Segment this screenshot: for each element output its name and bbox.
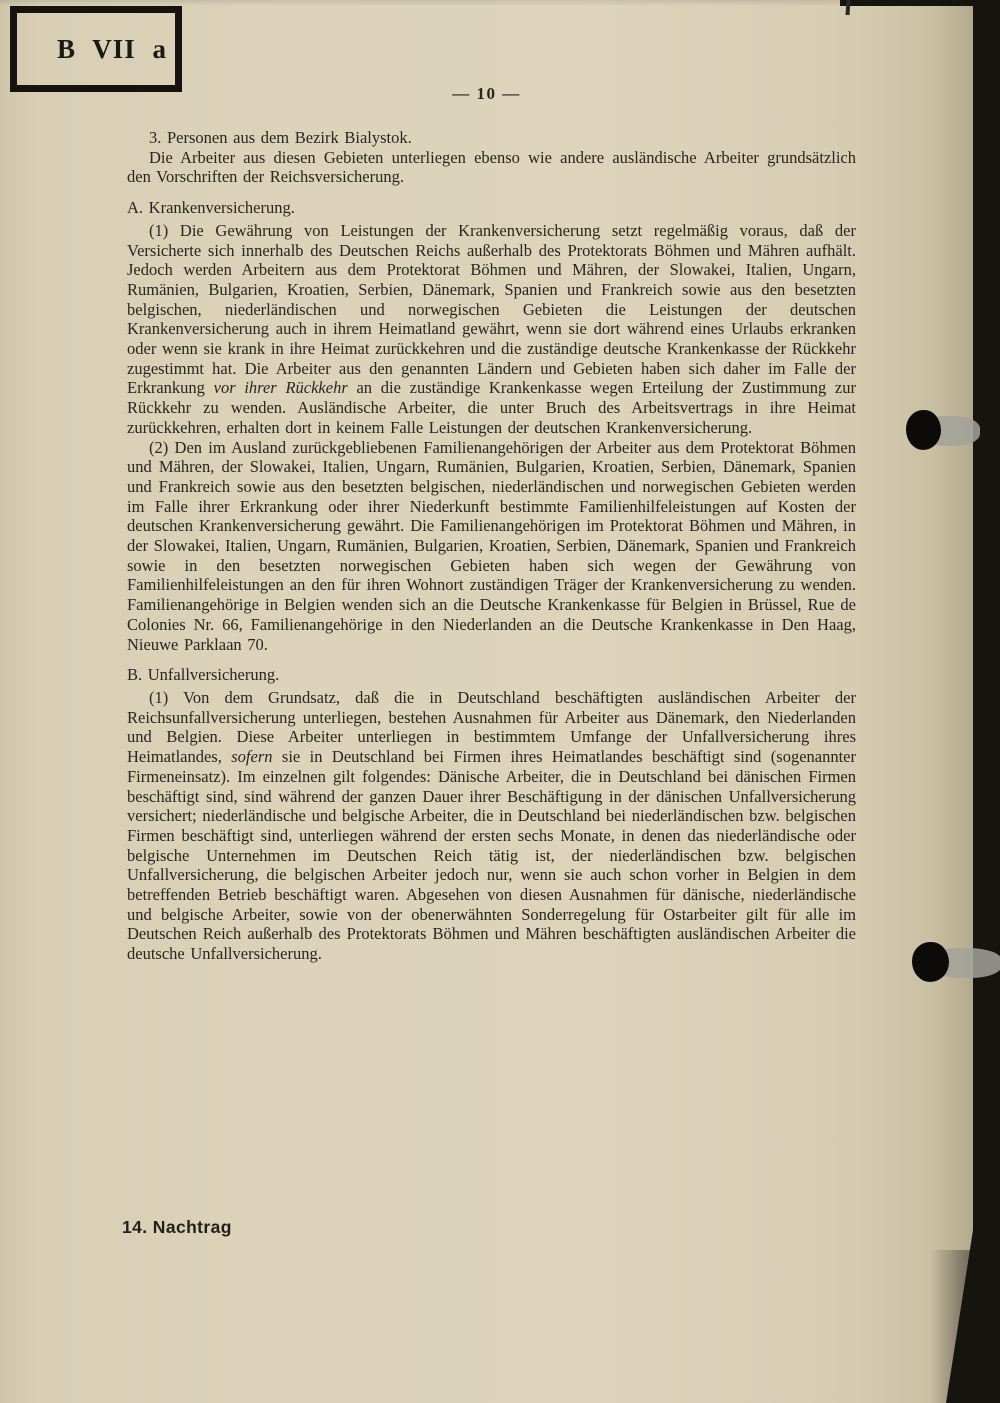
footer-nachtrag-label: 14. Nachtrag	[122, 1217, 232, 1237]
document-body	[127, 128, 856, 964]
para-text-segment: sie in Deutschland bei Firmen ihres Heimatlandes beschäftigt sind (sogenannter Firmeneinsatz). Im einzelnen gilt folgendes: Dänische Arbeiter, die in Deutschland bei dänischen Firmen beschäftigt sind, sind während der ganzen Dauer ihrer Beschäftigung in der dänischen Unfallversicherung versichert; niederländische und belgische Arbeiter, die in Deutschland bei niederländischen bzw. belgischen Firmen beschäftigt sind, unterliegen während der ersten sechs Monate, in denen das niederländische oder belgische Unternehmen im Deutschen Reich tätig ist, der niederländischen bzw. belgischen Unfallversicherung, die belgischen Arbeiter jedoch nur, wenn sie auch schon vorher in Belgien in dem betreffenden Betrieb beschäftigt waren. Abgesehen von diesen Ausnahmen für dänische, niederländische und belgische Arbeiter, sowie von der obenerwähnten Sonderregelung für Ostarbeiter gilt für alle im Deutschen Reich außerhalb des Protektorats Böhmen und Mähren beschäftigten ausländischen Arbeiter die deutsche Unfallversicherung.	[127, 747, 856, 964]
emphasis-vor-ihrer-rueckkehr: vor ihrer Rückkehr	[213, 378, 348, 398]
para-text-segment: (1) Von dem Grundsatz, daß die in Deutschland beschäftigten ausländischen Arbeiter der Reichsunfallversicherung unterliegen, bestehen Ausnahmen für Arbeiter aus Dänemark, den Niederlanden und Belgien. Diese Arbeiter unterliegen in bestimmtem Umfange der Unfallversicherung ihres Heimatlandes,	[127, 687, 856, 767]
section-b-heading: B. Unfallversicherung.	[127, 665, 280, 685]
scan-top-edge-shadow	[840, 0, 973, 6]
section-a-para2: (2) Den im Ausland zurückgebliebenen Familienangehörigen der Arbeiter aus dem Protektorat Böhmen und Mähren, der Slowakei, Italien, Ungarn, Rumänien, Bulgarien, Kroatien, Serbien, Dänemark, Spanien und Frankreich sowie aus den besetzten belgischen, niederländischen und norwegischen Gebieten werden im Falle ihrer Erkrankung oder ihrer Niederkunft bestimmte Familienhilfeleistungen auf Kosten der deutschen Krankenversicherung gewährt. Die Familienangehörigen im Protektorat Böhmen und Mähren, in der Slowakei, Italien, Ungarn, Rumänien, Bulgarien, Kroatien, Serbien, Dänemark, Spanien und Frankreich sowie in den besetzten norwegischen Gebieten haben sich wegen der Gewährung von Familienhilfeleistungen an den für ihren Wohnort zuständigen Träger der Krankenversicherung zu wenden. Familienangehörige in Belgien wenden sich an die Deutsche Krankenkasse für Belgien in Brüssel, Rue de Colonies Nr. 66, Familienangehörige in den Niederlanden an die Deutsche Krankenkasse in Den Haag, Nieuwe Parklaan 70.	[127, 437, 856, 654]
section-b-para1	[127, 688, 856, 964]
page-number: — 10 —	[452, 84, 521, 103]
emphasis-sofern: sofern	[231, 747, 273, 767]
hole-punch-bottom	[912, 942, 949, 982]
para-text-segment: (1) Die Gewährung von Leistungen der Krankenversicherung setzt regelmäßig voraus, daß der Versicherte sich innerhalb des Deutschen Reichs außerhalb des Protektorats Böhmen und Mähren aufhält. Jedoch werden Arbeitern aus dem Protektorat Böhmen und Mähren, der Slowakei, Italien, Ungarn, Rumänien, Bulgarien, Kroatien, Serbien, Dänemark, Spanien und Frankreich sowie aus den besetzten belgischen, niederländischen und norwegischen Gebieten die Leistungen der deutschen Krankenversicherung auch in ihrem Heimatland gewährt, wenn sie dort während eines Urlaubs erkranken oder wenn sie krank in ihre Heimat zurückkehren und die zuständige deutsche Krankenkasse der Rückkehr zugestimmt hat. Die Arbeiter aus den genannten Ländern und Gebieten haben sich daher im Falle der Erkrankung	[127, 220, 856, 398]
item3-title: 3. Personen aus dem Bezirk Bialystok.	[149, 128, 412, 147]
hole-punch-top	[906, 410, 941, 450]
para-text-segment: an die zuständige Krankenkasse wegen Erteilung der Zustimmung zur Rückkehr zu wenden. Ausländische Arbeiter, die unter Bruch des Arbeitsvertrags in ihre Heimat zurückkehren, erhalten dort in keinem Falle Leistungen der deutschen Krankenversicherung.	[127, 378, 856, 437]
classification-label: B VII a	[56, 33, 167, 64]
section-a-heading: A. Krankenversicherung.	[127, 198, 295, 218]
section-a-para1	[127, 221, 856, 438]
scan-registration-mark	[845, 0, 850, 15]
item3-body: Die Arbeiter aus diesen Gebieten unterliegen ebenso wie andere ausländische Arbeiter grundsätzlich den Vorschriften der Reichsversicherung.	[127, 147, 856, 187]
classification-stamp	[10, 6, 182, 92]
